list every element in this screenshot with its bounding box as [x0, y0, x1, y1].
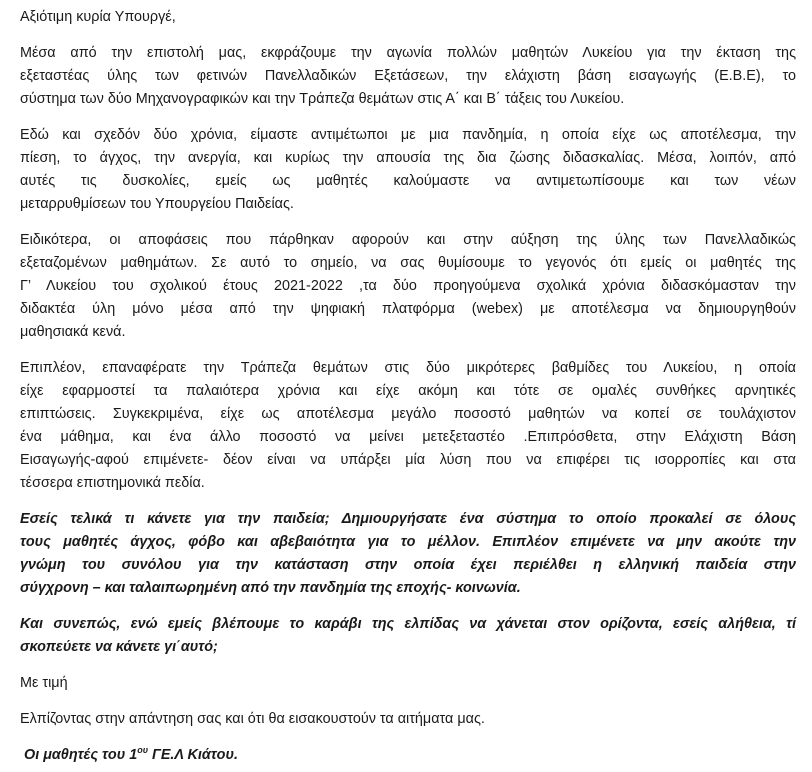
paragraph-line: μεταρρυθμίσεων του Υπουργείου Παιδείας.: [20, 196, 294, 212]
paragraph-6: [20, 613, 796, 659]
paragraph-3: [20, 229, 796, 344]
paragraph-line: ένα μάθημα, και ένα άλλο ποσοστό να μείνει μετεξεταστέο .Επιπρόσθετα, στην Ελάχιστη Βάση: [20, 429, 796, 445]
paragraph-line: διδακτέα ύλη μόνο μέσα από την ψηφιακή πλατφόρμα (webex) με αποτέλεσμα να δημιουργηθούν: [20, 301, 796, 317]
hope-line: [20, 708, 796, 731]
paragraph-line: σκοπεύετε να κάνετε γι΄αυτό;: [20, 639, 218, 655]
paragraph-line: εξεταστέας ύλης των φετινών Πανελλαδικών Εξετάσεων, την ελάχιστη βάση εισαγωγής (Ε.Β.Ε), το: [20, 68, 796, 84]
paragraph-line: γνώμη του συνόλου για την κατάσταση στην οποία έχει περιέλθει η ελληνική παιδεία στην: [20, 557, 796, 573]
closing: [20, 672, 796, 695]
paragraph-line: Ειδικότερα, οι αποφάσεις που πάρθηκαν αφορούν και στην αύξηση της ύλης των Πανελλαδικώς: [20, 232, 796, 248]
paragraph-line: Γ’ Λυκείου του σχολικού έτους 2021-2022 ,τα δύο προηγούμενα σχολικά χρόνια διδασκόμασταν την: [20, 278, 796, 294]
paragraph-line: είχε εφαρμοστεί τα παλαιότερα χρόνια και είχε ακόμη και τότε σε ομαλές συνθήκες αρνητικές: [20, 383, 796, 399]
paragraph-line: επιπτώσεις. Συγκεκριμένα, είχε ως αποτέλεσμα μεγάλο ποσοστό μαθητών να κοπεί σε τουλάχιστον: [20, 406, 796, 422]
closing-text: Με τιμή: [20, 675, 68, 691]
signature-text: [24, 744, 800, 767]
signature-pre: Οι μαθητές του 1: [24, 747, 138, 763]
paragraph-2: [20, 124, 796, 216]
paragraph-line: Εδώ και σχεδόν δύο χρόνια, είμαστε αντιμέτωποι με μια πανδημία, η οποία είχε ως αποτέλεσμα, την: [20, 127, 796, 143]
signature-ordinal: ου: [137, 745, 149, 756]
hope-text: Ελπίζοντας στην απάντηση σας και ότι θα εισακουστούν τα αιτήματα μας.: [20, 711, 485, 727]
signature: [20, 744, 800, 767]
paragraph-line: τέσσερα επιστημονικά πεδία.: [20, 475, 205, 491]
salutation: [20, 6, 796, 29]
paragraph-line: Και συνεπώς, ενώ εμείς βλέπουμε το καράβι της ελπίδας να χάνεται στον ορίζοντα, εσείς αλήθεια, τί: [20, 616, 796, 632]
signature-post: ΓΕ.Λ Κιάτου.: [148, 747, 238, 763]
paragraph-line: τους μαθητές άγχος, φόβο και αβεβαιότητα για το μέλλον. Επιπλέον επιμένετε να μην ακούτε την: [20, 534, 796, 550]
paragraph-line: Επιπλέον, επαναφέρατε την Τράπεζα θεμάτων στις δύο μικρότερες βαθμίδες του Λυκείου, η οποία: [20, 360, 796, 376]
paragraph-line: σύγχρονη – και ταλαιπωρημένη από την πανδημία της εποχής- κοινωνία.: [20, 580, 521, 596]
paragraph-line: μαθησιακά κενά.: [20, 324, 126, 340]
paragraph-line: αυτές τις δυσκολίες, εμείς ως μαθητές καλούμαστε να αντιμετωπίσουμε και των νέων: [20, 173, 796, 189]
paragraph-line: σύστημα των δύο Μηχανογραφικών και την Τράπεζα θεμάτων στις Α΄ και Β΄ τάξεις του Λυκείου.: [20, 91, 625, 107]
paragraph-line: Εσείς τελικά τι κάνετε για την παιδεία; Δημιουργήσατε ένα σύστημα το οποίο προκαλεί σε όλους: [20, 511, 796, 527]
paragraph-line: Εισαγωγής-αφού επιμένετε- δέον είναι να υπάρξει μία λύση που να επιφέρει τις ισορροπίες και στα: [20, 452, 796, 468]
paragraph-line: Μέσα από την επιστολή μας, εκφράζουμε την αγωνία πολλών μαθητών Λυκείου για την έκταση της: [20, 45, 796, 61]
paragraph-1: [20, 42, 796, 111]
paragraph-line: εξεταζομένων μαθημάτων. Σε αυτό το σημείο, να σας θυμίσουμε το γεγονός ότι εμείς οι μαθητές της: [20, 255, 796, 271]
paragraph-line: πίεση, το άγχος, την ανεργία, και κυρίως την απουσία της δια ζώσης διδασκαλίας. Μέσα, λοιπόν, από: [20, 150, 796, 166]
paragraph-4: [20, 357, 796, 495]
salutation-text: Αξιότιμη κυρία Υπουργέ,: [20, 9, 176, 25]
paragraph-5: [20, 508, 796, 600]
